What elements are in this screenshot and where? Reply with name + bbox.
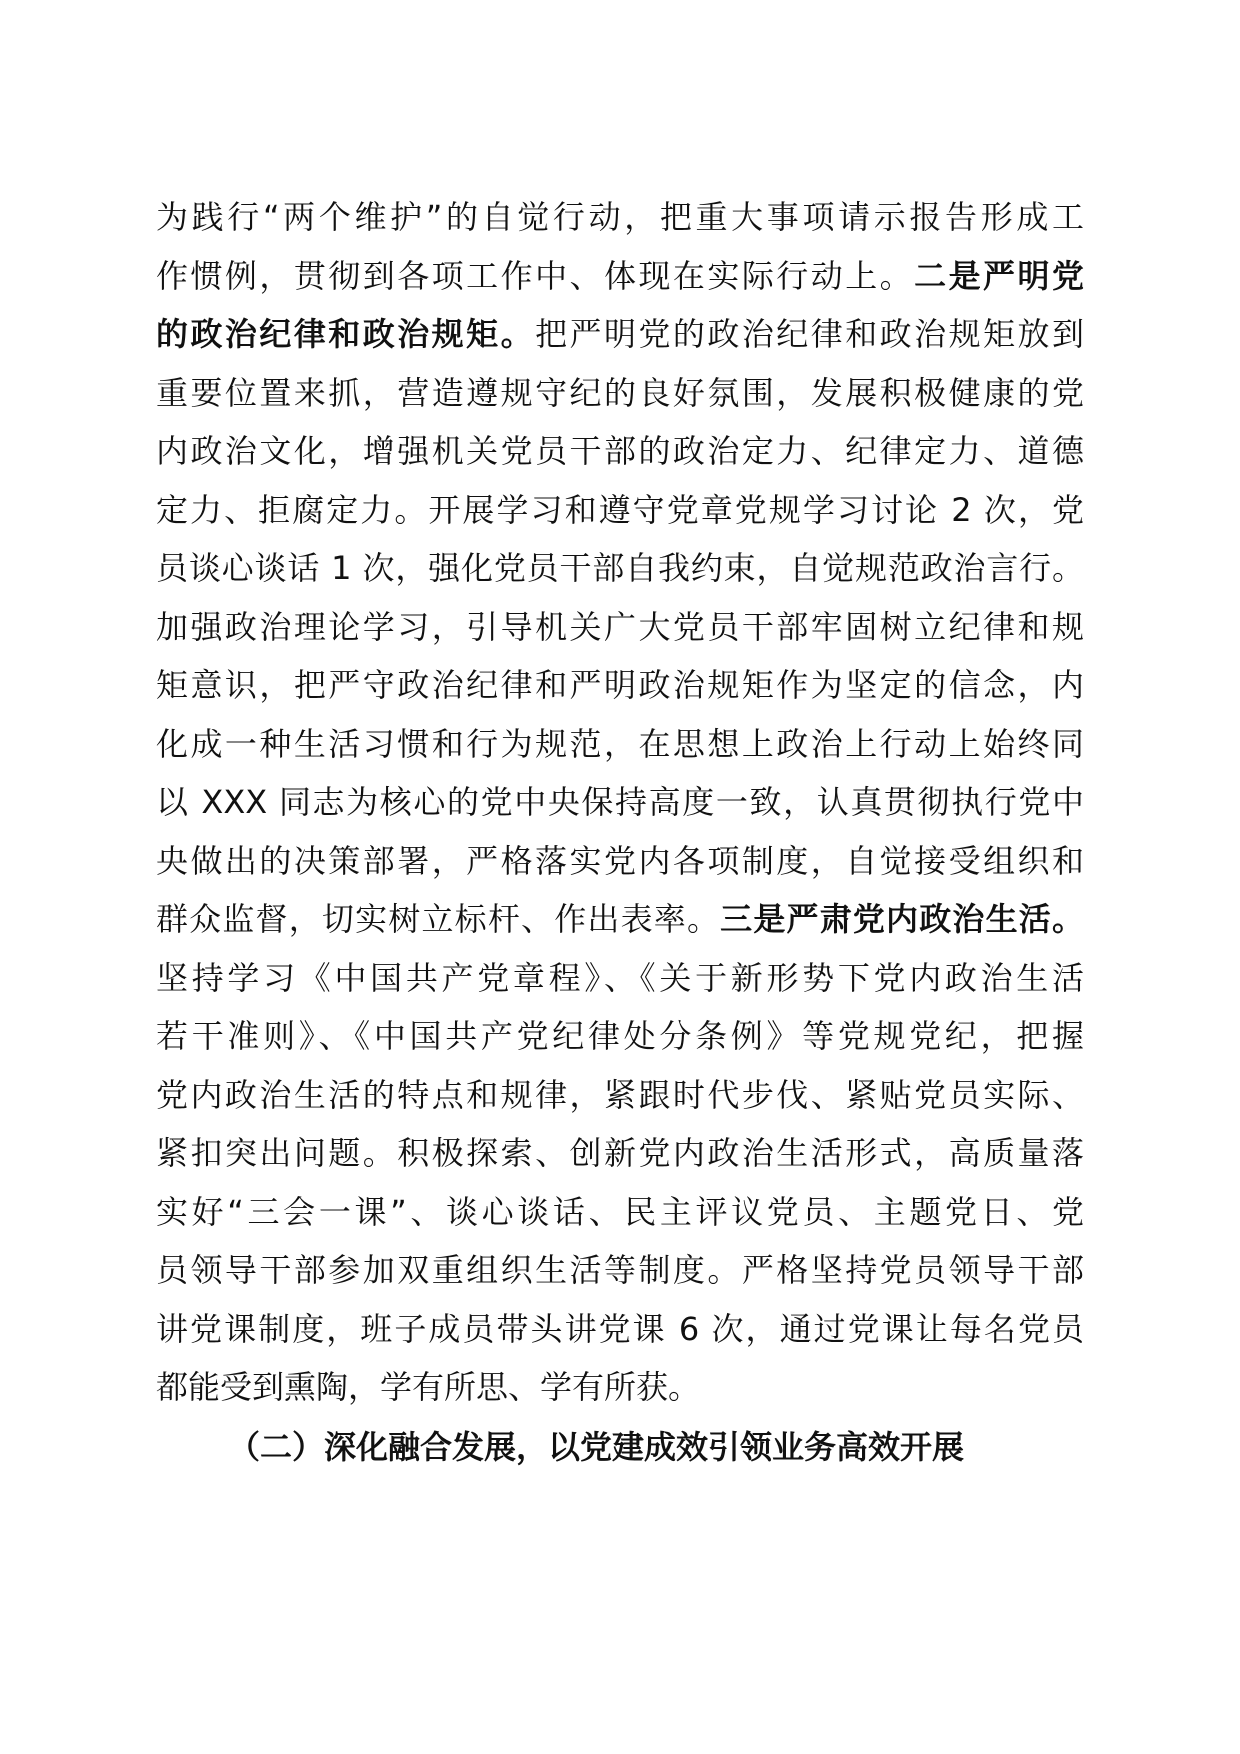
paragraph-line [156, 598, 1084, 657]
text-segment: 若干准则》、《中国共产党纪律处分条例》等党规党纪，把握 [156, 1017, 1084, 1055]
text-segment: 都能受到熏陶，学有所思、学有所获。 [156, 1368, 701, 1406]
bold-phrase: 二是严明党 [914, 256, 1084, 295]
paragraph-line [156, 949, 1084, 1008]
section-heading: （二）深化融合发展，以党建成效引领业务高效开展 [228, 1428, 965, 1466]
paragraph-line [156, 832, 1084, 891]
text-segment: 央做出的决策部署，严格落实党内各项制度，自觉接受组织和 [156, 841, 1084, 880]
text-segment: 定力、拒腐定力。开展学习和遵守党章党规学习讨论 2 次，党 [156, 490, 1084, 529]
text-segment: 为践行“两个维护”的自觉行动，把重大事项请示报告形成工 [156, 198, 1084, 236]
body-paragraph [156, 188, 1084, 1417]
text-segment: 坚持学习《中国共产党章程》、《关于新形势下党内政治生活 [156, 958, 1084, 997]
text-segment: 群众监督，切实树立标杆、作出表率。 [156, 900, 721, 938]
paragraph-line [156, 1007, 1084, 1066]
paragraph-line [156, 890, 1084, 949]
paragraph-line [156, 247, 1084, 306]
bold-phrase: 三是严肃党内政治生活。 [720, 900, 1084, 938]
text-segment: 实好“三会一课”、谈心谈话、民主评议党员、主题党日、党 [156, 1192, 1084, 1231]
paragraph-line [156, 188, 1084, 247]
paragraph-line [156, 715, 1084, 774]
paragraph-line [156, 305, 1084, 364]
text-segment: 以 XXX 同志为核心的党中央保持高度一致，认真贯彻执行党中 [156, 783, 1084, 821]
paragraph-line [156, 539, 1084, 598]
text-segment: 重要位置来抓，营造遵规守纪的良好氛围，发展积极健康的党 [156, 373, 1084, 412]
text-segment: 员领导干部参加双重组织生活等制度。严格坚持党员领导干部 [156, 1251, 1084, 1289]
text-segment: 把严明党的政治纪律和政治规矩放到 [535, 315, 1084, 353]
text-segment: 加强政治理论学习，引导机关广大党员干部牢固树立纪律和规 [156, 607, 1084, 646]
paragraph-line [156, 364, 1084, 423]
paragraph-line [156, 1066, 1084, 1125]
text-segment: 内政治文化，增强机关党员干部的政治定力、纪律定力、道德 [156, 432, 1084, 470]
paragraph-line [156, 773, 1084, 832]
paragraph-line [156, 656, 1084, 715]
text-segment: 紧扣突出问题。积极探索、创新党内政治生活形式，高质量落 [156, 1134, 1084, 1172]
paragraph-line [156, 1241, 1084, 1300]
paragraph-line [156, 1124, 1084, 1183]
text-segment: 员谈心谈话 1 次，强化党员干部自我约束，自觉规范政治言行。 [156, 549, 1084, 587]
text-segment: 矩意识，把严守政治纪律和严明政治规矩作为坚定的信念，内 [156, 666, 1084, 704]
paragraph-line [156, 422, 1084, 481]
paragraph-line [156, 1183, 1084, 1242]
text-segment: 化成一种生活习惯和行为规范，在思想上政治上行动上始终同 [156, 724, 1084, 763]
paragraph-line [156, 481, 1084, 540]
paragraph-line [156, 1300, 1084, 1359]
bold-phrase: 的政治纪律和政治规矩。 [156, 315, 536, 353]
text-segment: 作惯例，贯彻到各项工作中、体现在实际行动上。 [156, 256, 915, 295]
text-segment: 党内政治生活的特点和规律，紧跟时代步伐、紧贴党员实际、 [156, 1075, 1084, 1114]
paragraph-line [156, 1358, 1084, 1417]
text-segment: 讲党课制度，班子成员带头讲党课 6 次，通过党课让每名党员 [156, 1309, 1084, 1348]
